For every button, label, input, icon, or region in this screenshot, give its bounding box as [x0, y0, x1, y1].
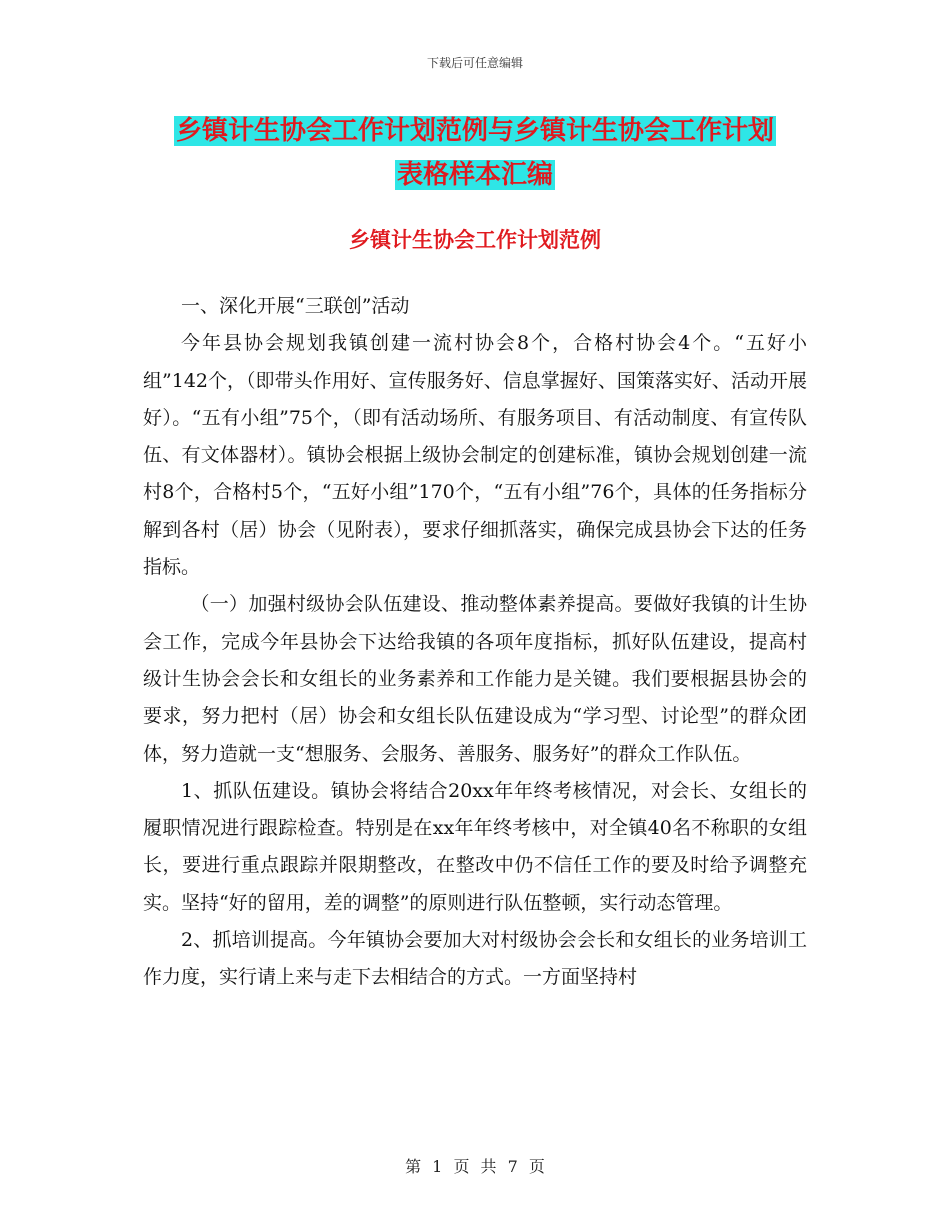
page-footer: 第 1 页 共 7 页	[405, 1157, 545, 1176]
title-highlight-1: 乡镇计生协会工作计划范例与乡镇计生协会工作计划	[175, 116, 774, 146]
document-title-line-2	[0, 158, 950, 192]
title-highlight-2: 表格样本汇编	[396, 160, 553, 190]
header-note: 下载后可任意编辑	[426, 56, 523, 70]
document-title-line-1	[0, 114, 950, 148]
paragraph: 2、抓培训提高。今年镇协会要加大对村级协会会长和女组长的业务培训工作力度，实行请上来与走下去相结合的方式。一方面坚持村	[143, 929, 807, 989]
paragraph: 1、抓队伍建设。镇协会将结合20xx年年终考核情况，对会长、女组长的履职情况进行跟踪检查。特别是在xx年年终考核中，对全镇40名不称职的女组长，要进行重点跟踪并限期整改，在整改中仍不信任工作的要及时给予调整充实。坚持“好的留用，差的调整”的原则进行队伍整顿，实行动态管理。	[143, 779, 807, 914]
body-text	[143, 288, 807, 997]
paragraph: 今年县协会规划我镇创建一流村协会8个，合格村协会4个。“五好小组”142个，（即带头作用好、宣传服务好、信息掌握好、国策落实好、活动开展好）。“五有小组”75个，（即有活动场所、有服务项目、有活动制度、有宣传队伍、有文体器材）。镇协会根据上级协会制定的创建标准，镇协会规划创建一流村8个，合格村5个，“五好小组”170个，“五有小组”76个，具体的任务指标分解到各村（居）协会（见附表），要求仔细抓落实，确保完成县协会下达的任务指标。	[143, 332, 807, 579]
section-title: 乡镇计生协会工作计划范例	[349, 228, 601, 252]
paragraph: （一）加强村级协会队伍建设、推动整体素养提高。要做好我镇的计生协会工作，完成今年县协会下达给我镇的各项年度指标，抓好队伍建设，提高村级计生协会会长和女组长的业务素养和工作能力是关键。我们要根据县协会的要求，努力把村（居）协会和女组长队伍建设成为“学习型、讨论型”的群众团体，努力造就一支“想服务、会服务、善服务、服务好”的群众工作队伍。	[143, 593, 807, 765]
paragraph: 一、深化开展“三联创”活动	[181, 295, 410, 317]
